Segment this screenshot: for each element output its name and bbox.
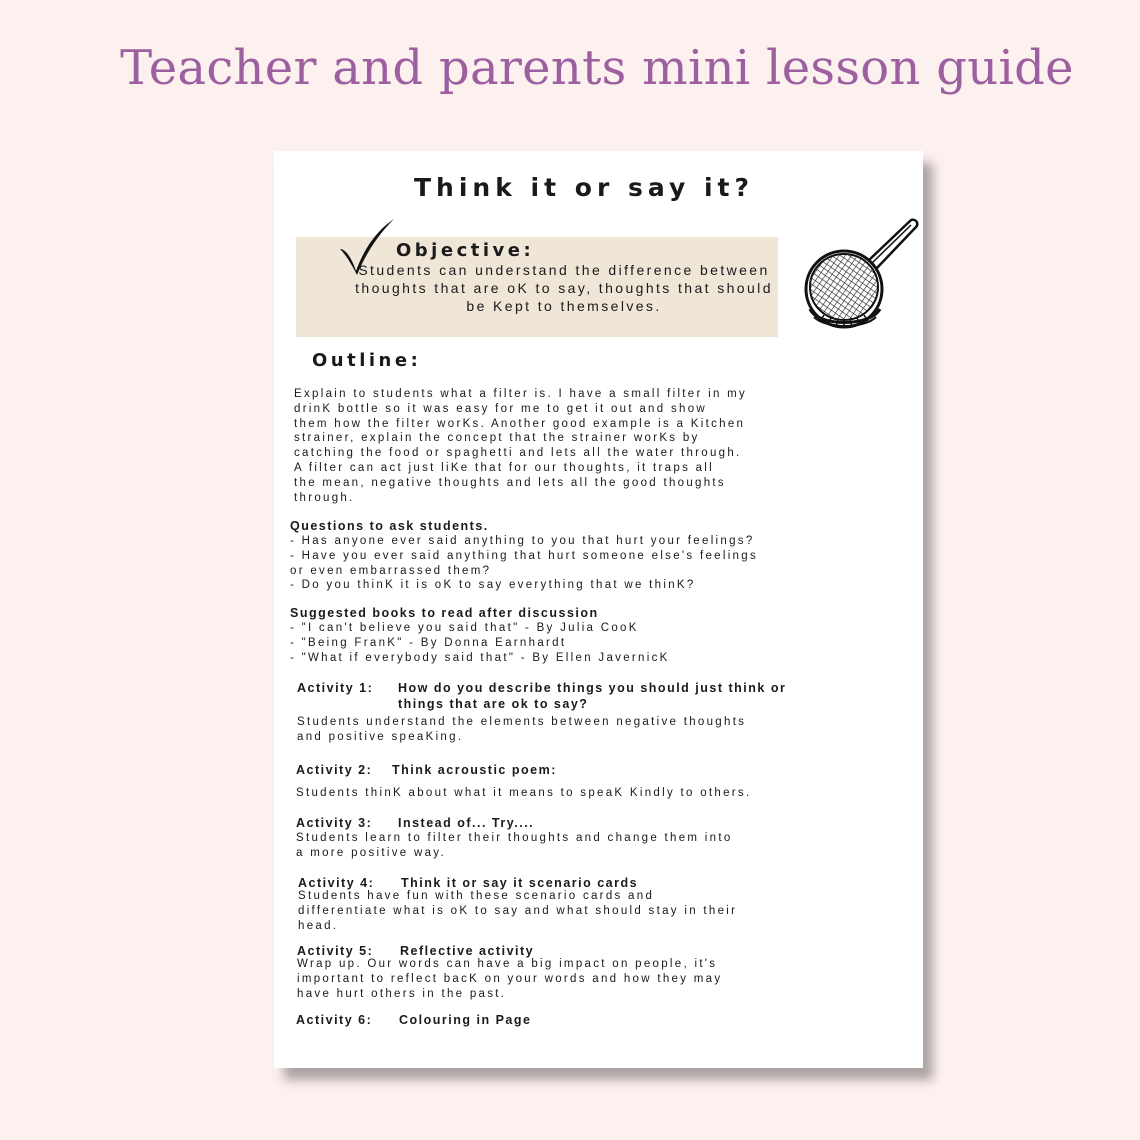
activity-1-title: How do you describe things you should just think or	[398, 681, 787, 695]
activity-4-title: Think it or say it scenario cards	[401, 876, 639, 890]
activity-5-text: Wrap up. Our words can have a big impact on people, it's important to reflect bacK on your words and how they may have hurt others in the past.	[297, 958, 723, 1000]
activity-3-label: Activity 3:	[296, 816, 373, 830]
list-item: - Do you thinK it is oK to say everything that we thinK?	[290, 579, 696, 592]
questions-list	[290, 534, 758, 593]
activity-4-text: Students have fun with these scenario cards and differentiate what is oK to say and what should stay in their head.	[298, 890, 738, 932]
questions-heading: Questions to ask students.	[290, 519, 489, 533]
activity-6-title: Colouring in Page	[399, 1013, 532, 1027]
list-item: - "I can't believe you said that" - By Julia CooK	[290, 622, 639, 634]
activity-1-label: Activity 1:	[297, 681, 374, 695]
strainer-icon	[792, 209, 922, 339]
lesson-sheet	[274, 151, 923, 1068]
activity-3-text: Students learn to filter their thoughts and change them into a more positive way.	[296, 832, 733, 859]
outline-text: Explain to students what a filter is. I have a small filter in my drinK bottle so it was easy for me to get it out and show them how the filter worKs. Another good example is a Kitchen strainer, explain the concept that the strainer worKs by catching the food or spaghetti and lets all the water through. A filter can act just liKe that for our thoughts, it traps all the mean, negative thoughts and lets all the good thoughts through.	[294, 388, 748, 504]
list-item: - "What if everybody said that" - By Ellen JavernicK	[290, 651, 670, 664]
activity-2-title: Think acroustic poem:	[392, 763, 557, 777]
activity-2-text: Students thinK about what it means to speaK Kindly to others.	[296, 787, 752, 799]
activity-5-title: Reflective activity	[400, 944, 535, 958]
activity-6-label: Activity 6:	[296, 1013, 373, 1027]
books-list	[290, 621, 670, 665]
books-heading: Suggested books to read after discussion	[290, 606, 599, 620]
activity-2-label: Activity 2:	[296, 763, 373, 777]
page-heading: Teacher and parents mini lesson guide	[120, 40, 1074, 96]
list-item: - Have you ever said anything that hurt someone else's feelings	[290, 549, 758, 562]
lesson-title: Think it or say it?	[414, 173, 754, 202]
objective-text: Students can understand the difference between thoughts that are oK to say, thoughts that should be Kept to themselves.	[355, 262, 773, 314]
activity-4-label: Activity 4:	[298, 876, 375, 890]
activity-1-title-cont: things that are ok to say?	[398, 697, 589, 711]
list-item: - Has anyone ever said anything to you that hurt your feelings?	[290, 535, 755, 547]
activity-3-title: Instead of... Try....	[398, 816, 535, 830]
activity-5-label: Activity 5:	[297, 944, 374, 958]
outline-heading: Outline:	[312, 350, 422, 371]
list-item: - "Being FranK" - By Donna Earnhardt	[290, 636, 567, 649]
list-item: or even embarrassed them?	[290, 564, 492, 577]
activity-1-text: Students understand the elements between negative thoughts and positive speaKing.	[297, 716, 747, 743]
objective-label: Objective:	[396, 240, 535, 261]
